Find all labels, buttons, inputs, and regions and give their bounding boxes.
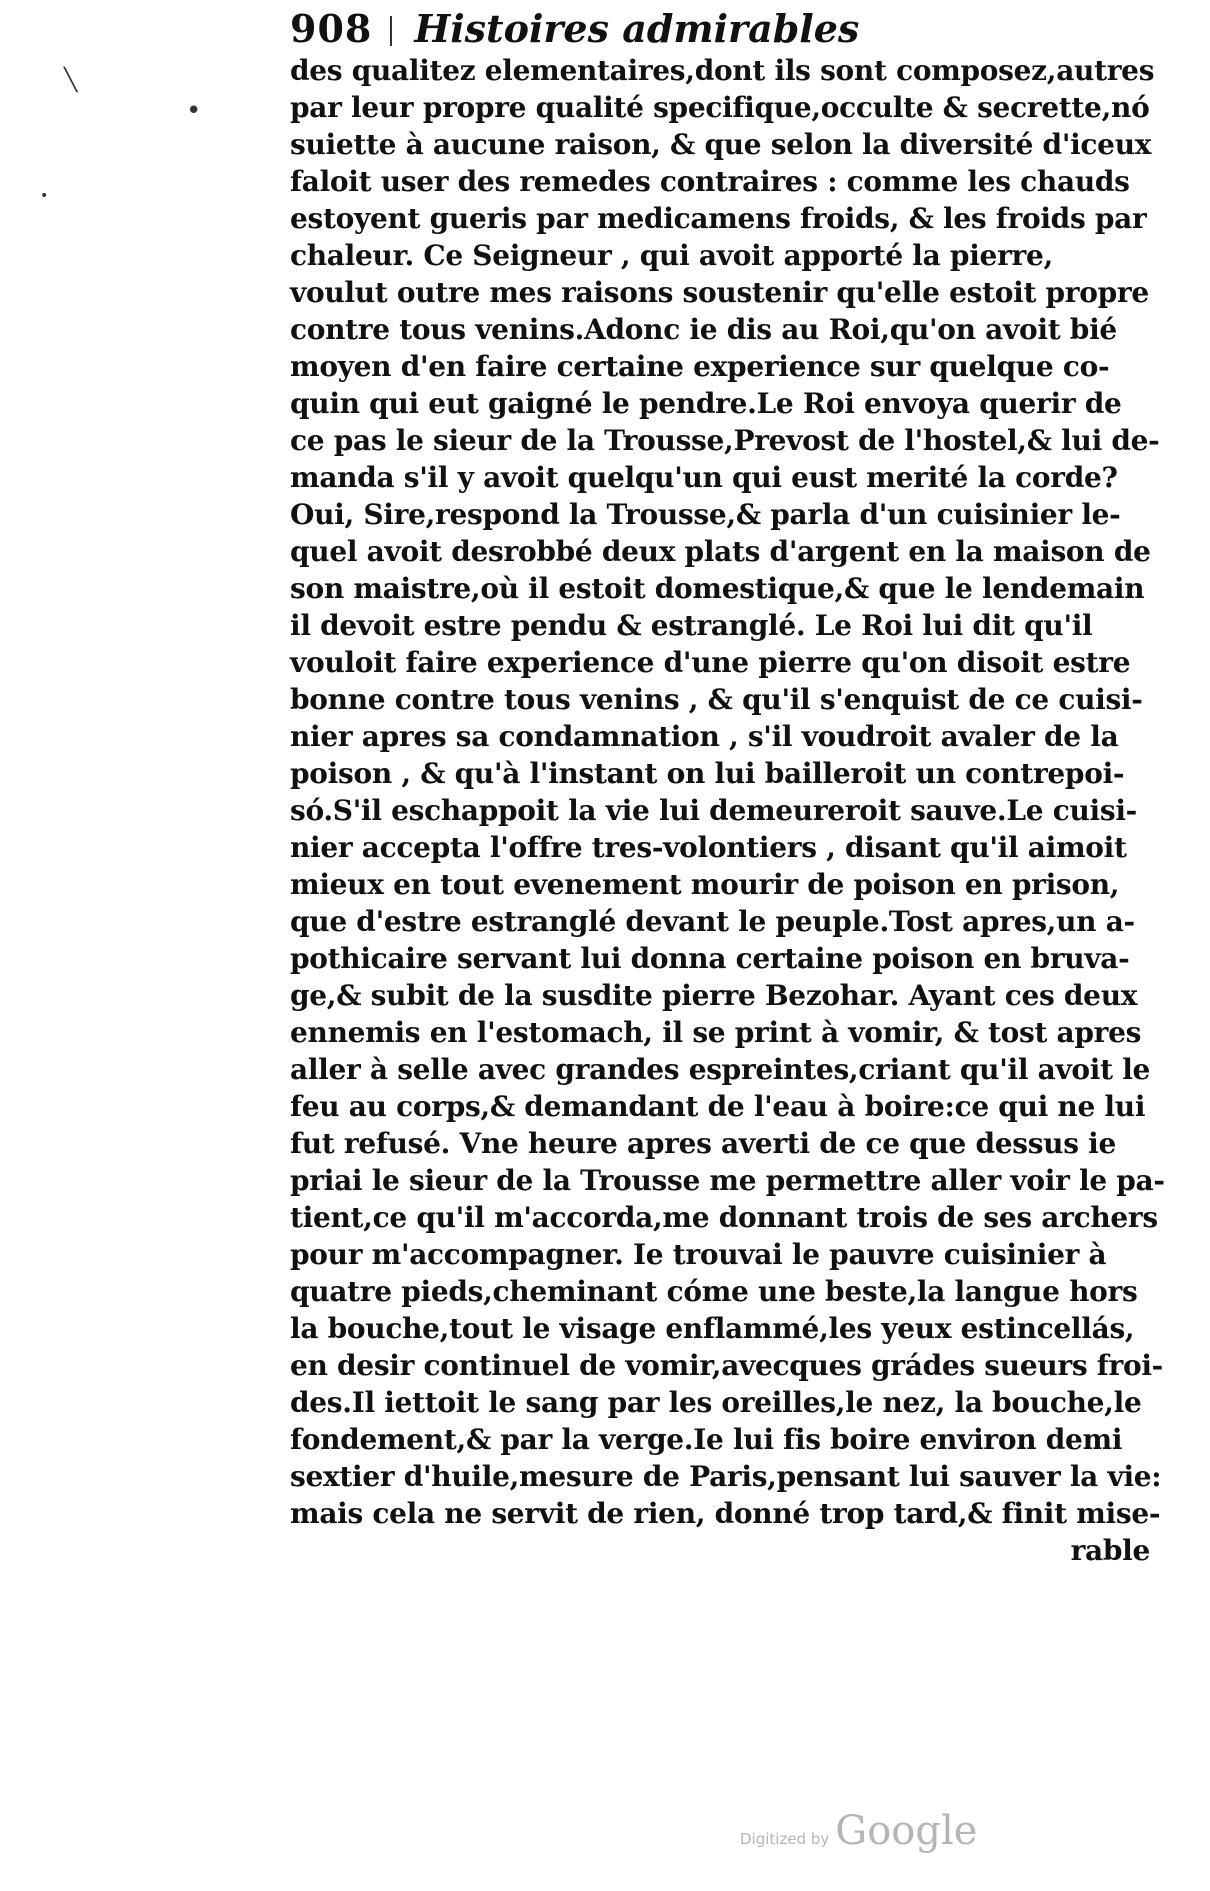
text-line: son maistre,où il estoit domestique,& que le lendemain	[290, 572, 1145, 605]
text-line: des.Il iettoit le sang par les oreilles,le nez, la bouche,le	[290, 1386, 1142, 1419]
text-line: faloit user des remedes contraires : comme les chauds	[290, 165, 1130, 198]
text-line: la bouche,tout le visage enflammé,les yeux estincellás,	[290, 1312, 1135, 1345]
page-number: 908	[290, 6, 373, 51]
text-line: quel avoit desrobbé deux plats d'argent en la maison de	[290, 535, 1151, 568]
text-line: suiette à aucune raison, & que selon la diversité d'iceux	[290, 128, 1152, 161]
watermark-logo: Google	[835, 1808, 978, 1854]
body-text	[290, 52, 1165, 1569]
text-line: ennemis en l'estomach, il se print à vomir, & tost apres	[290, 1016, 1142, 1049]
text-line: des qualitez elementaires,dont ils sont composez,autres	[290, 54, 1155, 87]
text-line: ge,& subit de la susdite pierre Bezohar. Ayant ces deux	[290, 979, 1138, 1012]
margin-mark: ╲	[64, 68, 78, 93]
text-line: fut refusé. Vne heure apres averti de ce que dessus ie	[290, 1127, 1117, 1160]
text-line: pour m'accompagner. Ie trouvai le pauvre cuisinier à	[290, 1238, 1107, 1271]
catchword: rable	[1070, 1534, 1150, 1567]
text-line: fondement,& par la verge.Ie lui fis boire environ demi	[290, 1423, 1123, 1456]
text-line: chaleur. Ce Seigneur , qui avoit apporté la pierre,	[290, 239, 1053, 272]
text-line: Oui, Sire,respond la Trousse,& parla d'un cuisinier le-	[290, 498, 1121, 531]
text-line: en desir continuel de vomir,avecques grádes sueurs froi-	[290, 1349, 1163, 1382]
text-line: vouloit faire experience d'une pierre qu'on disoit estre	[290, 646, 1131, 679]
text-line: contre tous venins.Adonc ie dis au Roi,qu'on avoit bié	[290, 313, 1117, 346]
watermark-prefix: Digitized by	[740, 1830, 830, 1848]
text-line: nier accepta l'offre tres-volontiers , disant qu'il aimoit	[290, 831, 1127, 864]
text-line: quatre pieds,cheminant cóme une beste,la langue hors	[290, 1275, 1138, 1308]
head-divider	[390, 16, 392, 46]
text-line: bonne contre tous venins , & qu'il s'enquist de ce cuisi-	[290, 683, 1143, 716]
text-line: aller à selle avec grandes espreintes,criant qu'il avoit le	[290, 1053, 1151, 1086]
text-line: il devoit estre pendu & estranglé. Le Roi lui dit qu'il	[290, 609, 1093, 642]
text-line: só.S'il eschappoit la vie lui demeureroit sauve.Le cuisi-	[290, 794, 1137, 827]
text-line: feu au corps,& demandant de l'eau à boire:ce qui ne lui	[290, 1090, 1146, 1123]
margin-mark: •	[186, 96, 202, 126]
text-line: nier apres sa condamnation , s'il voudroit avaler de la	[290, 720, 1119, 753]
text-line: tient,ce qu'il m'accorda,me donnant trois de ses archers	[290, 1201, 1158, 1234]
running-head	[290, 6, 1130, 54]
text-line: priai le sieur de la Trousse me permettre aller voir le pa-	[290, 1164, 1165, 1197]
text-line: moyen d'en faire certaine experience sur quelque co-	[290, 350, 1110, 383]
text-line: estoyent gueris par medicamens froids, & les froids par	[290, 202, 1147, 235]
digitized-watermark	[740, 1808, 977, 1854]
text-line: mais cela ne servit de rien, donné trop tard,& finit mise-	[290, 1497, 1161, 1530]
text-line: sextier d'huile,mesure de Paris,pensant lui sauver la vie:	[290, 1460, 1162, 1493]
text-line: que d'estre estranglé devant le peuple.Tost apres,un a-	[290, 905, 1135, 938]
text-line: ce pas le sieur de la Trousse,Prevost de l'hostel,& lui de-	[290, 424, 1160, 457]
text-line: voulut outre mes raisons soustenir qu'elle estoit propre	[290, 276, 1149, 309]
running-title: Histoires admirables	[414, 6, 860, 51]
text-line: manda s'il y avoit quelqu'un qui eust merité la corde?	[290, 461, 1118, 494]
text-line: par leur propre qualité specifique,occulte & secrette,nó	[290, 91, 1150, 124]
margin-mark: •	[40, 188, 49, 204]
text-line: poison , & qu'à l'instant on lui bailleroit un contrepoi-	[290, 757, 1125, 790]
text-line: pothicaire servant lui donna certaine poison en bruva-	[290, 942, 1130, 975]
text-line: mieux en tout evenement mourir de poison en prison,	[290, 868, 1120, 901]
text-line: quin qui eut gaigné le pendre.Le Roi envoya querir de	[290, 387, 1122, 420]
